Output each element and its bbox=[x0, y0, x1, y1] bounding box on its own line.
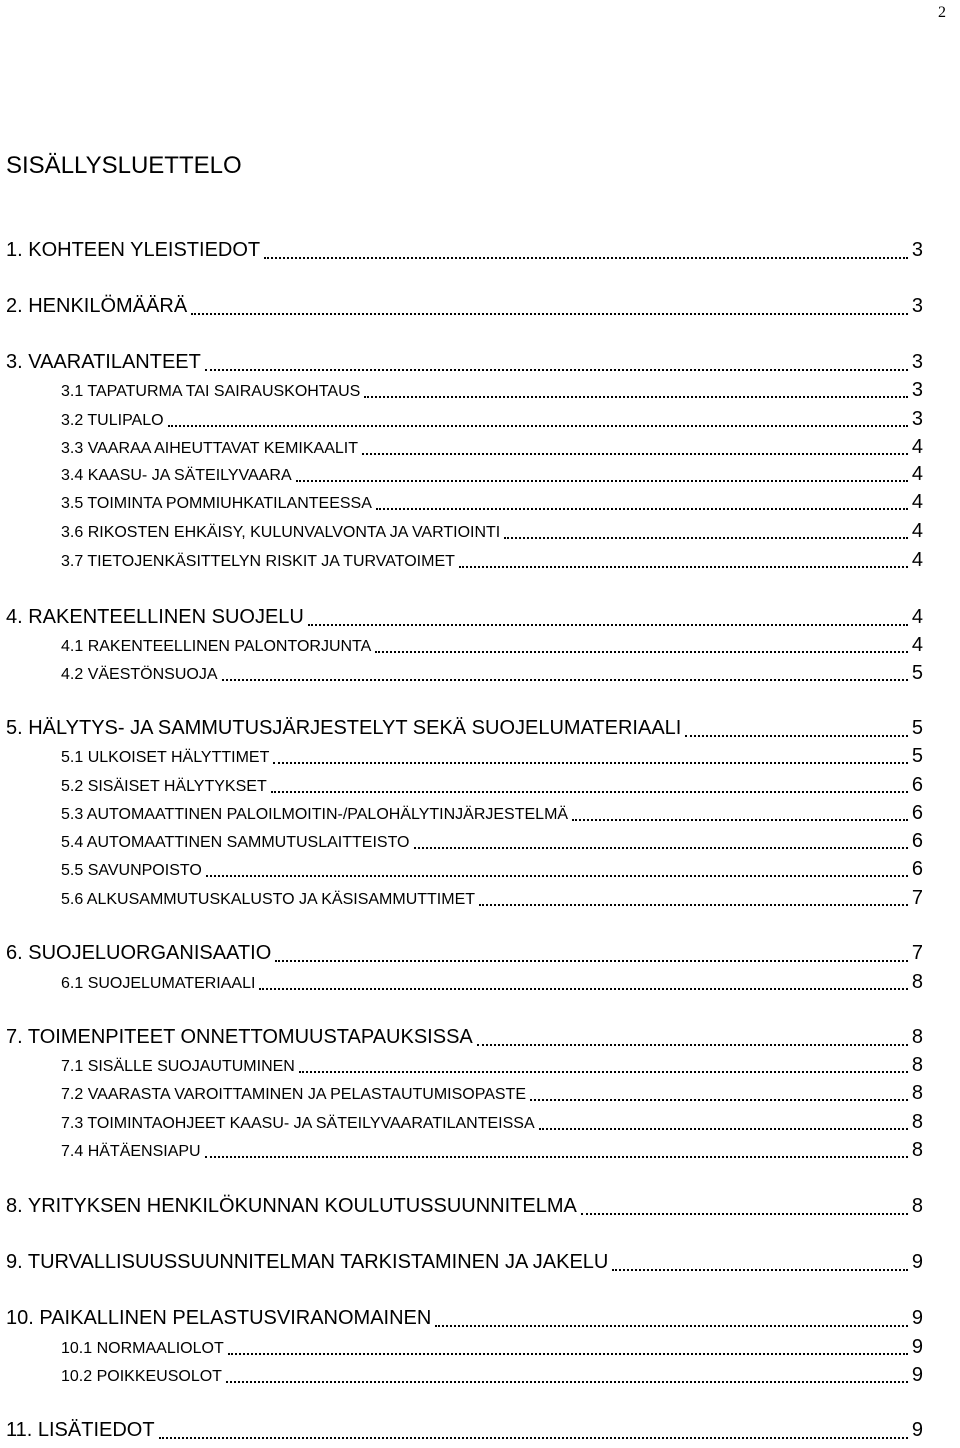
toc-entry-title: 4.2 VÄESTÖNSUOJA bbox=[61, 666, 218, 683]
dot-leader bbox=[206, 872, 908, 877]
toc-entry[interactable] bbox=[61, 1082, 923, 1104]
toc-entry[interactable] bbox=[61, 436, 923, 458]
toc-entry-page: 6 bbox=[911, 774, 923, 796]
toc-entry-page: 5 bbox=[911, 745, 923, 767]
toc-entry[interactable] bbox=[61, 549, 923, 571]
dot-leader bbox=[375, 648, 908, 653]
dot-leader bbox=[477, 1041, 908, 1046]
dot-leader bbox=[168, 422, 908, 427]
toc-entry[interactable] bbox=[61, 745, 923, 767]
toc-entry-title: 3.1 TAPATURMA TAI SAIRAUSKOHTAUS bbox=[61, 383, 361, 400]
toc-entry-title: 3.4 KAASU- JA SÄTEILYVAARA bbox=[61, 467, 292, 484]
toc-entry[interactable] bbox=[61, 971, 923, 993]
toc-entry-page: 5 bbox=[911, 717, 923, 739]
dot-leader bbox=[581, 1210, 908, 1215]
toc-entry[interactable] bbox=[61, 379, 923, 401]
toc-entry-title: 6. SUOJELUORGANISAATIO bbox=[6, 942, 272, 964]
dot-leader bbox=[364, 393, 908, 398]
toc-entry-title: 10. PAIKALLINEN PELASTUSVIRANOMAINEN bbox=[6, 1307, 432, 1329]
toc-entry-title: 3.7 TIETOJENKÄSITTELYN RISKIT JA TURVATOIMET bbox=[61, 553, 455, 570]
toc-entry-page: 8 bbox=[911, 1111, 923, 1133]
dot-leader bbox=[299, 1068, 908, 1073]
toc-entry[interactable] bbox=[61, 1364, 923, 1386]
toc-entry-page: 8 bbox=[911, 1139, 923, 1161]
toc-entry[interactable] bbox=[6, 1192, 923, 1218]
toc-entry-page: 4 bbox=[911, 520, 923, 542]
toc-entry-title: 7.4 HÄTÄENSIAPU bbox=[61, 1143, 201, 1160]
toc-entry[interactable] bbox=[61, 1111, 923, 1133]
toc-entry-page: 9 bbox=[911, 1364, 923, 1386]
dot-leader bbox=[271, 788, 908, 793]
dot-leader bbox=[308, 621, 908, 626]
toc-entry-title: 8. YRITYKSEN HENKILÖKUNNAN KOULUTUSSUUNNITELMA bbox=[6, 1195, 577, 1217]
dot-leader bbox=[226, 1378, 908, 1383]
toc-entry-page: 4 bbox=[911, 549, 923, 571]
toc-entry-title: 7.1 SISÄLLE SUOJAUTUMINEN bbox=[61, 1058, 295, 1075]
toc-entry-page: 9 bbox=[911, 1251, 923, 1273]
toc-entry[interactable] bbox=[61, 662, 923, 684]
toc-entry-page: 3 bbox=[911, 295, 923, 317]
toc-entry[interactable] bbox=[6, 1248, 923, 1274]
toc-entry[interactable] bbox=[61, 408, 923, 430]
dot-leader bbox=[530, 1096, 908, 1101]
dot-leader bbox=[612, 1266, 908, 1271]
toc-entry-page: 9 bbox=[911, 1336, 923, 1358]
dot-leader bbox=[362, 450, 908, 455]
toc-entry-title: 7.2 VAARASTA VAROITTAMINEN JA PELASTAUTUMISOPASTE bbox=[61, 1086, 526, 1103]
toc-entry-title: 4.1 RAKENTEELLINEN PALONTORJUNTA bbox=[61, 638, 372, 655]
dot-leader bbox=[376, 505, 908, 510]
dot-leader bbox=[159, 1434, 908, 1439]
toc-entry-page: 9 bbox=[911, 1307, 923, 1329]
toc-entry-title: 9. TURVALLISUUSSUUNNITELMAN TARKISTAMINEN JA JAKELU bbox=[6, 1251, 609, 1273]
toc-entry[interactable] bbox=[6, 714, 923, 740]
toc-entry-title: 1. KOHTEEN YLEISTIEDOT bbox=[6, 239, 261, 261]
toc-entry-title: 5.3 AUTOMAATTINEN PALOILMOITIN-/PALOHÄLYTINJÄRJESTELMÄ bbox=[61, 806, 569, 823]
page-number: 2 bbox=[938, 4, 946, 21]
toc-entry-page: 4 bbox=[911, 634, 923, 656]
dot-leader bbox=[275, 957, 908, 962]
toc-entry-title: 5.4 AUTOMAATTINEN SAMMUTUSLAITTEISTO bbox=[61, 834, 410, 851]
toc-entry-title: 3.2 TULIPALO bbox=[61, 412, 164, 429]
toc-entry[interactable] bbox=[61, 634, 923, 656]
toc-entry-title: 3. VAARATILANTEET bbox=[6, 351, 201, 373]
toc-entry-title: 10.1 NORMAALIOLOT bbox=[61, 1340, 224, 1357]
toc-entry-page: 4 bbox=[911, 491, 923, 513]
dot-leader bbox=[414, 844, 908, 849]
toc-entry-page: 6 bbox=[911, 858, 923, 880]
dot-leader bbox=[273, 759, 908, 764]
toc-entry-title: 7.3 TOIMINTAOHJEET KAASU- JA SÄTEILYVAARATILANTEISSA bbox=[61, 1115, 535, 1132]
toc-entry-page: 4 bbox=[911, 436, 923, 458]
toc-entry-title: 2. HENKILÖMÄÄRÄ bbox=[6, 295, 188, 317]
toc-entry-page: 3 bbox=[911, 379, 923, 401]
toc-entry[interactable] bbox=[61, 887, 923, 909]
toc-entry-page: 6 bbox=[911, 802, 923, 824]
toc-entry[interactable] bbox=[61, 858, 923, 880]
dot-leader bbox=[539, 1125, 908, 1130]
toc-entry[interactable] bbox=[6, 292, 923, 318]
toc-entry[interactable] bbox=[61, 463, 923, 485]
toc-entry-title: 7. TOIMENPITEET ONNETTOMUUSTAPAUKSISSA bbox=[6, 1026, 473, 1048]
toc-entry-page: 8 bbox=[911, 1026, 923, 1048]
toc-entry-page: 4 bbox=[911, 606, 923, 628]
dot-leader bbox=[222, 676, 908, 681]
dot-leader bbox=[435, 1322, 908, 1327]
toc-entry-page: 8 bbox=[911, 1054, 923, 1076]
toc-entry-title: 3.5 TOIMINTA POMMIUHKATILANTEESSA bbox=[61, 495, 372, 512]
toc-entry-title: 10.2 POIKKEUSOLOT bbox=[61, 1368, 222, 1385]
toc-entry-title: 5.6 ALKUSAMMUTUSKALUSTO JA KÄSISAMMUTTIMET bbox=[61, 891, 476, 908]
toc-title: SISÄLLYSLUETTELO bbox=[6, 152, 242, 179]
toc-entry-title: 11. LISÄTIEDOT bbox=[6, 1419, 155, 1441]
toc-entry[interactable] bbox=[61, 802, 923, 824]
toc-entry-page: 3 bbox=[911, 239, 923, 261]
dot-leader bbox=[504, 534, 908, 539]
toc-entry-title: 3.6 RIKOSTEN EHKÄISY, KULUNVALVONTA JA VARTIOINTI bbox=[61, 524, 501, 541]
dot-leader bbox=[259, 985, 907, 990]
dot-leader bbox=[205, 366, 908, 371]
toc-entry-page: 5 bbox=[911, 662, 923, 684]
dot-leader bbox=[264, 254, 908, 259]
toc-entry-page: 6 bbox=[911, 830, 923, 852]
toc-entry-page: 4 bbox=[911, 463, 923, 485]
toc-entry[interactable] bbox=[6, 1023, 923, 1049]
toc-entry-page: 8 bbox=[911, 1195, 923, 1217]
dot-leader bbox=[459, 563, 908, 568]
toc-entry-title: 5.1 ULKOISET HÄLYTTIMET bbox=[61, 749, 270, 766]
toc-entry-title: 5. HÄLYTYS- JA SAMMUTUSJÄRJESTELYT SEKÄ SUOJELUMATERIAALI bbox=[6, 717, 682, 739]
toc-entry[interactable] bbox=[61, 491, 923, 513]
dot-leader bbox=[191, 310, 908, 315]
toc-entry[interactable] bbox=[6, 603, 923, 629]
dot-leader bbox=[228, 1350, 908, 1355]
toc-entry-page: 8 bbox=[911, 971, 923, 993]
toc-entry-page: 9 bbox=[911, 1419, 923, 1441]
toc-entry[interactable] bbox=[6, 348, 923, 374]
toc-entry[interactable] bbox=[61, 774, 923, 796]
toc-entry[interactable] bbox=[61, 1139, 923, 1161]
dot-leader bbox=[479, 901, 908, 906]
toc-entry[interactable] bbox=[61, 1336, 923, 1358]
toc-entry-title: 3.3 VAARAA AIHEUTTAVAT KEMIKAALIT bbox=[61, 440, 358, 457]
toc-entry-title: 4. RAKENTEELLINEN SUOJELU bbox=[6, 606, 304, 628]
toc-entry-page: 3 bbox=[911, 408, 923, 430]
dot-leader bbox=[572, 816, 908, 821]
toc-entry[interactable] bbox=[61, 1054, 923, 1076]
toc-entry[interactable] bbox=[6, 1304, 923, 1330]
toc-entry-title: 5.5 SAVUNPOISTO bbox=[61, 862, 202, 879]
toc-entry[interactable] bbox=[61, 830, 923, 852]
dot-leader bbox=[205, 1153, 908, 1158]
toc-entry-page: 8 bbox=[911, 1082, 923, 1104]
toc-entry[interactable] bbox=[61, 520, 923, 542]
dot-leader bbox=[296, 477, 908, 482]
toc-entry-title: 5.2 SISÄISET HÄLYTYKSET bbox=[61, 778, 267, 795]
toc-entry-page: 7 bbox=[911, 887, 923, 909]
dot-leader bbox=[685, 732, 908, 737]
toc-entry[interactable] bbox=[6, 939, 923, 965]
toc-entry-page: 3 bbox=[911, 351, 923, 373]
toc-entry[interactable] bbox=[6, 1416, 923, 1442]
toc-entry[interactable] bbox=[6, 236, 923, 262]
toc-entry-page: 7 bbox=[911, 942, 923, 964]
toc-entry-title: 6.1 SUOJELUMATERIAALI bbox=[61, 975, 256, 992]
